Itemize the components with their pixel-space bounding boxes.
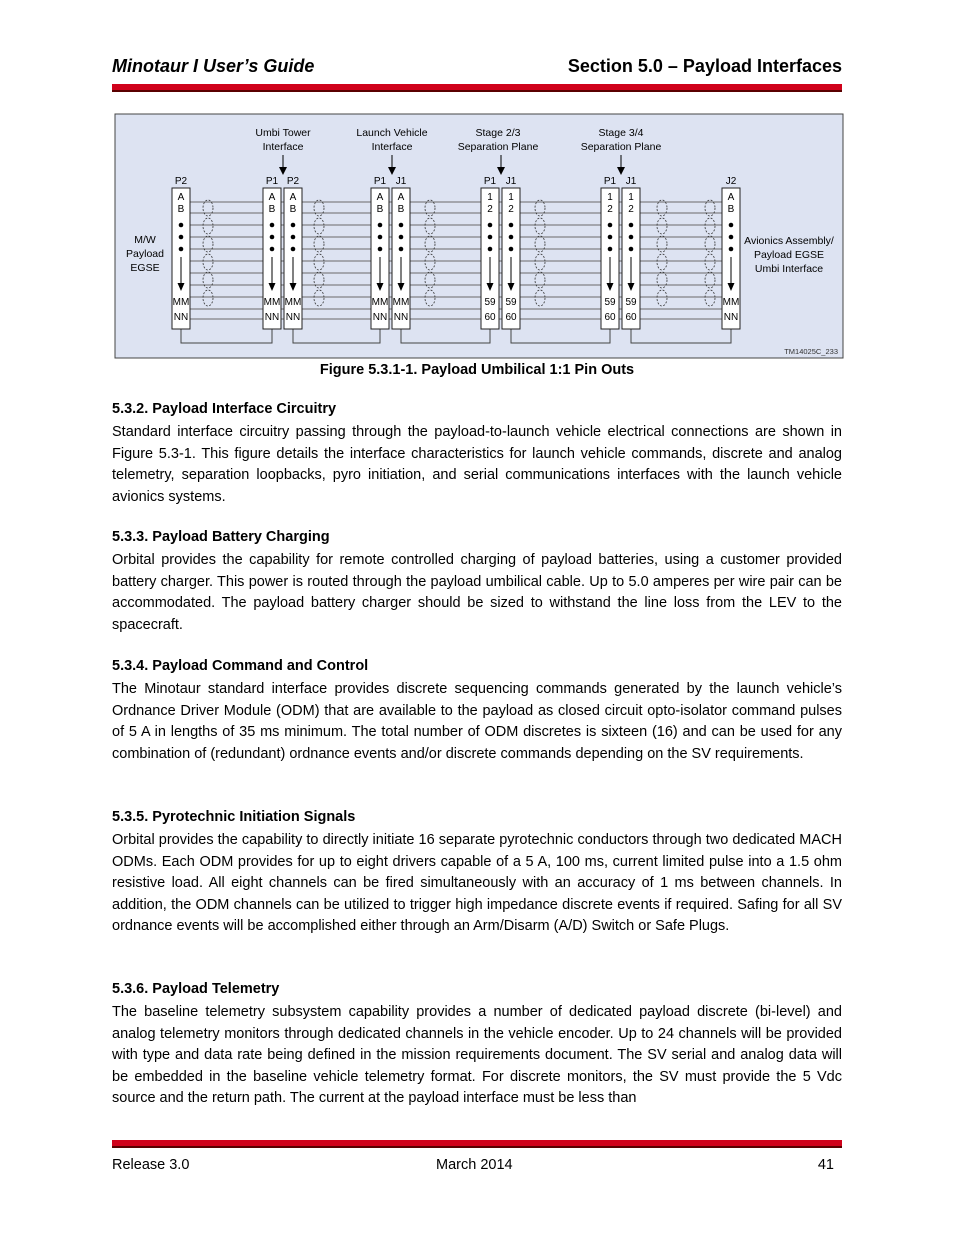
connector-name: J1: [505, 176, 517, 187]
section-body: Orbital provides the capability for remote controlled charging of payload batteries, using a customer provided battery charger. This power is routed through the payload umbilical cable. Up to 5.0 amperes per wire pair can be accommodated. The payload battery charger should be sized to withstand the line loss from the LEV to the spacecraft.: [112, 552, 842, 633]
pin-label: 1: [508, 192, 514, 203]
pin-label: 1: [607, 192, 613, 203]
pin-label: 59: [484, 297, 496, 308]
pin-label: B: [727, 204, 735, 215]
ellipsis-dot: [399, 235, 404, 240]
group-title-line2: Interface: [262, 141, 304, 153]
left-label-line3: EGSE: [130, 262, 160, 274]
pin-label: NN: [264, 312, 280, 323]
section-heading: 5.3.5. Pyrotechnic Initiation Signals: [112, 809, 356, 825]
pin-label: A: [376, 192, 384, 203]
connector-name: J1: [625, 176, 637, 187]
pin-label: MM: [263, 297, 281, 308]
connector-name: J1: [395, 176, 407, 187]
header-title: Minotaur I User’s Guide: [112, 56, 315, 76]
ellipsis-dot: [179, 235, 184, 240]
connector-name: P1: [265, 176, 279, 187]
figure-tag: TM14025C_233: [784, 347, 838, 356]
pin-label: A: [177, 192, 185, 203]
pin-label: MM: [392, 297, 410, 308]
ellipsis-dot: [629, 235, 634, 240]
ellipsis-dot: [399, 247, 404, 252]
connector-j2: [722, 176, 740, 329]
section-body: Orbital provides the capability to directly initiate 16 separate pyrotechnic conductors through two dedicated MACH ODMs. Each ODM provides for up to eight drivers capable of a 5 A, 100 ms, current limited pulse into a 1.5 ohm resistive load. All eight channels can be fired simultaneously with an accuracy of 1 ms between channels. In addition, the ODM channels can be utilized to trigger high impedance discrete events if required. Safing for all SV ordnance events will be accomplished either through an Arm/Disarm (A/D) Switch or Safe Plugs.: [112, 832, 842, 934]
pin-label: NN: [173, 312, 189, 323]
ellipsis-dot: [399, 223, 404, 228]
connector-p2: [172, 176, 190, 329]
right-label-line1: Avionics Assembly/: [744, 235, 834, 247]
section-body: The baseline telemetry subsystem capability provides a number of dedicated payload discrete (bi-level) and analog telemetry monitors through dedicated channels in the vehicle encoder. Up to 24 channels will be provided with type and data rate being defined in the mission requirements document. The SV serial and analog data will be embedded in the baseline vehicle telemetry format. For discrete monitors, the SV must provide the 5 Vdc source and the return path. The current at the payload interface must be less than: [112, 1004, 842, 1106]
group-title-line2: Interface: [371, 141, 413, 153]
header-rule: [112, 84, 842, 92]
group-title-line1: Umbi Tower: [255, 127, 311, 139]
ellipsis-dot: [270, 235, 275, 240]
pin-label: NN: [393, 312, 409, 323]
ellipsis-dot: [729, 223, 734, 228]
ellipsis-dot: [729, 247, 734, 252]
pin-label: 60: [484, 312, 496, 323]
pin-label: B: [289, 204, 297, 215]
connector-name: P1: [373, 176, 387, 187]
section-command-control: [112, 658, 842, 765]
pin-label: 59: [604, 297, 616, 308]
connector-name: P1: [603, 176, 617, 187]
ellipsis-dot: [509, 235, 514, 240]
pin-label: 1: [487, 192, 493, 203]
ellipsis-dot: [179, 247, 184, 252]
group-title-line1: Stage 3/4: [598, 127, 644, 139]
ellipsis-dot: [629, 247, 634, 252]
section-interface-circuitry: [112, 401, 842, 508]
footer-page-number: 41: [817, 1157, 834, 1173]
pin-label: A: [727, 192, 735, 203]
ellipsis-dot: [488, 235, 493, 240]
pin-label: 2: [508, 204, 514, 215]
figure-caption: Figure 5.3.1-1. Payload Umbilical 1:1 Pin Outs: [319, 362, 635, 378]
connector-j1: [502, 176, 520, 329]
ellipsis-dot: [608, 223, 613, 228]
section-heading: 5.3.4. Payload Command and Control: [112, 658, 369, 674]
section-heading: 5.3.3. Payload Battery Charging: [112, 529, 330, 545]
pin-label: B: [397, 204, 405, 215]
pin-label: 2: [487, 204, 493, 215]
right-label-line2: Payload EGSE: [753, 249, 825, 261]
pin-label: A: [289, 192, 297, 203]
connector-j1: [392, 176, 410, 329]
pin-label: 1: [628, 192, 634, 203]
ellipsis-dot: [608, 247, 613, 252]
section-body: The Minotaur standard interface provides discrete sequencing commands generated by the launch vehicle’s Ordnance Driver Module (ODM) that are available to the payload as closed circuit opto-isolator command pulses of 5 A in lengths of 35 ms minimum. The total number of ODM discretes is sixteen (16) and can be used for any combination of (redundant) ordnance events and/or discrete commands depending on the SV requirements.: [112, 681, 842, 762]
connector-name: P1: [483, 176, 497, 187]
section-pyrotechnic-signals: [112, 809, 842, 938]
pin-label: A: [268, 192, 276, 203]
footer-date: March 2014: [436, 1157, 513, 1173]
pinout-figure: [114, 113, 844, 359]
header-section: Section 5.0 – Payload Interfaces: [567, 56, 842, 76]
connector-p1: [481, 176, 499, 329]
pin-label: NN: [372, 312, 388, 323]
pin-label: B: [376, 204, 384, 215]
section-payload-telemetry: [112, 981, 842, 1110]
connector-name: P2: [286, 176, 300, 187]
pin-label: B: [177, 204, 185, 215]
group-title-line1: Launch Vehicle: [356, 127, 428, 139]
ellipsis-dot: [488, 247, 493, 252]
section-body: Standard interface circuitry passing through the payload-to-launch vehicle electrical connections are shown in Figure 5.3-1. This figure details the interface characteristics for launch vehicle commands, discrete and analog telemetry, separation loopbacks, pyro initiation, and serial communications interfaces with the launch vehicle avionics systems.: [112, 424, 842, 505]
pin-label: B: [268, 204, 276, 215]
ellipsis-dot: [291, 247, 296, 252]
ellipsis-dot: [378, 235, 383, 240]
pin-label: MM: [722, 297, 740, 308]
ellipsis-dot: [378, 247, 383, 252]
pin-label: 2: [628, 204, 634, 215]
pin-label: 60: [604, 312, 616, 323]
right-label: [744, 235, 834, 275]
pin-label: 59: [625, 297, 637, 308]
right-label-line3: Umbi Interface: [754, 263, 824, 275]
connector-p1: [371, 176, 389, 329]
ellipsis-dot: [291, 235, 296, 240]
ellipsis-dot: [509, 247, 514, 252]
pin-label: NN: [285, 312, 301, 323]
ellipsis-dot: [378, 223, 383, 228]
ellipsis-dot: [509, 223, 514, 228]
connector-p1: [263, 176, 281, 329]
ellipsis-dot: [629, 223, 634, 228]
group-title-line2: Separation Plane: [580, 141, 662, 153]
ellipsis-dot: [291, 223, 296, 228]
left-label-line2: Payload: [126, 248, 164, 260]
ellipsis-dot: [270, 247, 275, 252]
connector-j1: [622, 176, 640, 329]
group-title-line1: Stage 2/3: [475, 127, 521, 139]
pin-label: A: [397, 192, 405, 203]
left-label-line1: M/W: [134, 234, 156, 246]
section-heading: 5.3.6. Payload Telemetry: [112, 981, 280, 997]
connector-p2: [284, 176, 302, 329]
pin-label: 60: [625, 312, 637, 323]
section-battery-charging: [112, 529, 842, 636]
pin-label: 2: [607, 204, 613, 215]
group-title-line2: Separation Plane: [457, 141, 539, 153]
connector-name: P2: [174, 176, 188, 187]
ellipsis-dot: [729, 235, 734, 240]
pin-label: MM: [284, 297, 302, 308]
pin-label: NN: [723, 312, 739, 323]
connector-p1: [601, 176, 619, 329]
pin-label: MM: [172, 297, 190, 308]
footer-release: Release 3.0: [112, 1157, 190, 1173]
ellipsis-dot: [608, 235, 613, 240]
pin-label: 60: [505, 312, 517, 323]
pin-label: MM: [371, 297, 389, 308]
connector-name: J2: [725, 176, 737, 187]
section-heading: 5.3.2. Payload Interface Circuitry: [112, 401, 337, 417]
ellipsis-dot: [488, 223, 493, 228]
ellipsis-dot: [179, 223, 184, 228]
ellipsis-dot: [270, 223, 275, 228]
footer-rule: [112, 1140, 842, 1148]
pin-label: 59: [505, 297, 517, 308]
